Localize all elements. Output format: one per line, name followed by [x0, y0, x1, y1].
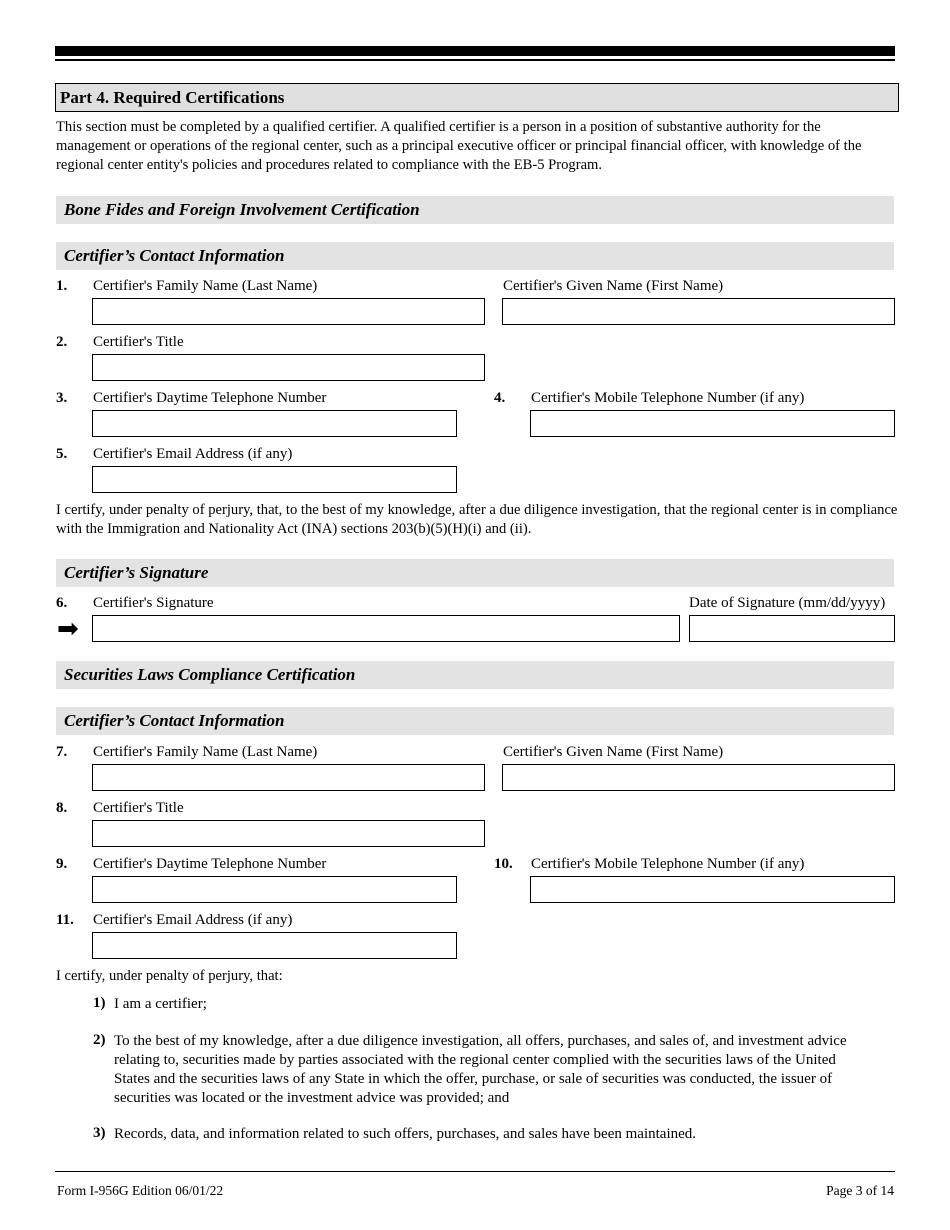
signature-header: Certifier’s Signature [56, 559, 894, 587]
section-securities-contact-header: Certifier’s Contact Information [56, 707, 894, 735]
list-item-3-text: Records, data, and information related to such offers, purchases, and sales have been maintained. [114, 1126, 697, 1142]
q7-family-name-field[interactable] [92, 764, 485, 791]
q2-title-field[interactable] [92, 354, 485, 381]
q6-date-field[interactable] [689, 615, 895, 642]
q9-daytime-phone-field[interactable] [92, 876, 457, 903]
securities-certify-intro: I certify, under penalty of perjury, that: [56, 968, 283, 984]
q1-number: 1. [56, 278, 68, 294]
intro-paragraph: This section must be completed by a qualified certifier. A qualified certifier is a person in a position of substantive authority for the management or operations of the regional center, such as a principal executive officer or principal financial officer, with knowledge of the regional center entity's policies and procedures related to compliance with the EB-5 Program. [56, 119, 862, 173]
list-item-2-text: To the best of my knowledge, after a due diligence investigation, all offers, purchases, and sales of, and investment advice relating to, securities made by parties associated with the regional center complied with the securities laws of the United States and the securities laws of any State in which the offer, purchase, or sale of securities was conducted, the issuer of securities was located or the investment advice was provided; and [114, 1033, 847, 1106]
q2-label: Certifier's Title [93, 334, 184, 350]
top-rule-thick [55, 46, 895, 56]
list-item-1-text: I am a certifier; [114, 996, 207, 1012]
list-item-1-number: 1) [93, 995, 106, 1011]
q6-signature-field[interactable] [92, 615, 680, 642]
q11-number: 11. [56, 912, 74, 928]
q11-label: Certifier's Email Address (if any) [93, 912, 293, 928]
q1-given-name-label: Certifier's Given Name (First Name) [503, 278, 724, 294]
q3-label: Certifier's Daytime Telephone Number [93, 390, 327, 406]
q7-number: 7. [56, 744, 68, 760]
arrow-right-icon: ➡ [57, 614, 79, 644]
q3-daytime-phone-field[interactable] [92, 410, 457, 437]
q3-number: 3. [56, 390, 68, 406]
q11-email-field[interactable] [92, 932, 457, 959]
q10-label: Certifier's Mobile Telephone Number (if any) [531, 856, 805, 872]
bonafides-certify-statement: I certify, under penalty of perjury, that, to the best of my knowledge, after a due diligence investigation, that the regional center is in compliance with the Immigration and Nationality Act (INA) sections 203(b)(5)(H)(i) and (ii). [56, 502, 898, 537]
q1-given-name-field[interactable] [502, 298, 895, 325]
footer-page-number: Page 3 of 14 [826, 1183, 894, 1198]
q7-given-name-field[interactable] [502, 764, 895, 791]
q6-date-label: Date of Signature (mm/dd/yyyy) [689, 595, 886, 611]
q8-title-field[interactable] [92, 820, 485, 847]
q4-label: Certifier's Mobile Telephone Number (if any) [531, 390, 805, 406]
section-bonafides-header: Bone Fides and Foreign Involvement Certification [56, 196, 894, 224]
q4-number: 4. [494, 390, 506, 406]
q5-email-field[interactable] [92, 466, 457, 493]
section-securities-header: Securities Laws Compliance Certification [56, 661, 894, 689]
q8-label: Certifier's Title [93, 800, 184, 816]
section-bonafides-contact-header: Certifier’s Contact Information [56, 242, 894, 270]
q1-family-name-field[interactable] [92, 298, 485, 325]
footer-form-edition: Form I-956G Edition 06/01/22 [57, 1183, 224, 1198]
q2-number: 2. [56, 334, 68, 350]
top-rule-thin [55, 59, 895, 61]
q5-number: 5. [56, 446, 68, 462]
q6-number: 6. [56, 595, 68, 611]
q7-label: Certifier's Family Name (Last Name) [93, 744, 318, 760]
q1-label: Certifier's Family Name (Last Name) [93, 278, 318, 294]
footer-rule [55, 1171, 895, 1172]
q6-label: Certifier's Signature [93, 595, 214, 611]
q10-mobile-phone-field[interactable] [530, 876, 895, 903]
q4-mobile-phone-field[interactable] [530, 410, 895, 437]
part-header: Part 4. Required Certifications [55, 83, 899, 112]
q9-label: Certifier's Daytime Telephone Number [93, 856, 327, 872]
q10-number: 10. [494, 856, 513, 872]
q7-given-name-label: Certifier's Given Name (First Name) [503, 744, 724, 760]
q9-number: 9. [56, 856, 68, 872]
q8-number: 8. [56, 800, 68, 816]
q5-label: Certifier's Email Address (if any) [93, 446, 293, 462]
list-item-2-number: 2) [93, 1032, 106, 1048]
list-item-3-number: 3) [93, 1125, 106, 1141]
